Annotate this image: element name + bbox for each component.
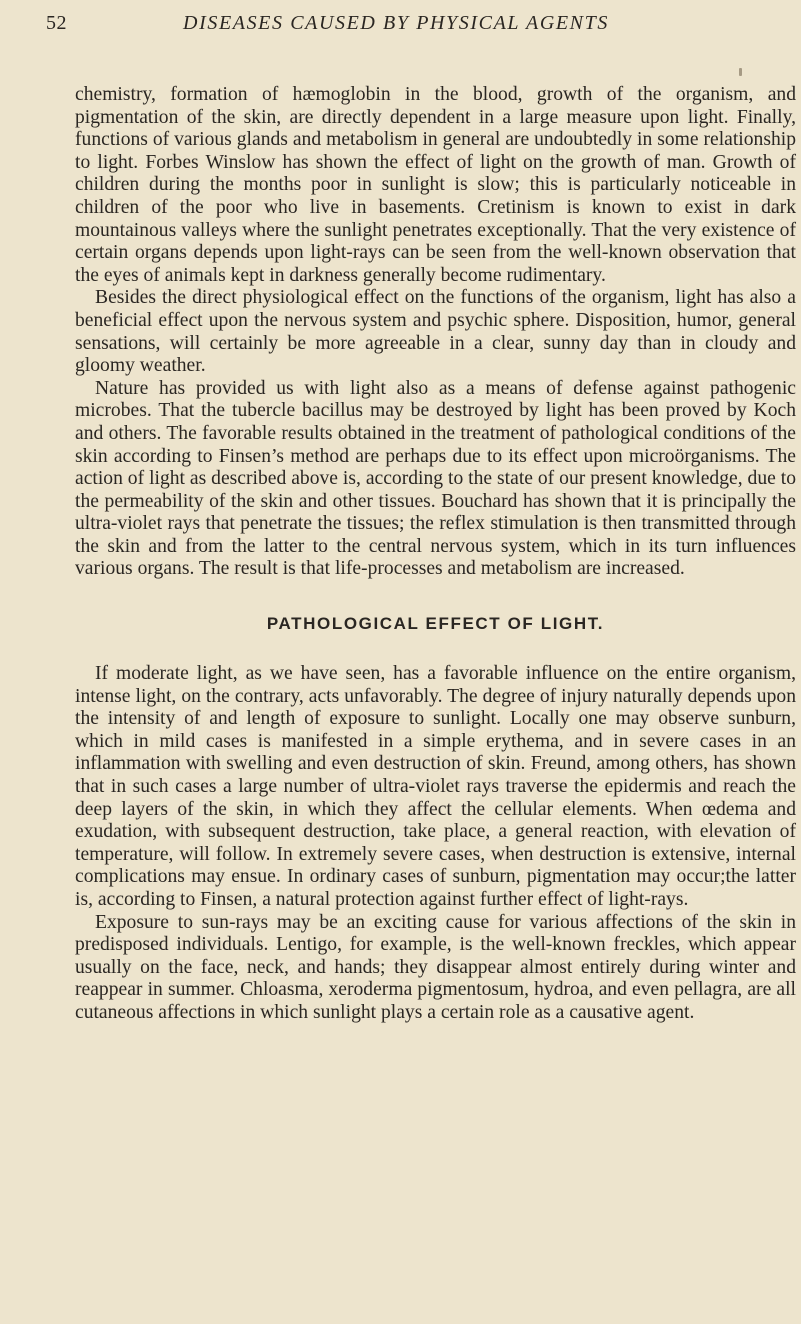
ink-speck [739, 68, 742, 76]
paragraph: If moderate light, as we have seen, has a favorable influence on the entire organism, intense light, on the contrary, acts unfavorably. The degree of injury naturally depends upon the intensity of and length of exposure to sunlight. Locally one may observe sunburn, which in mild cases is manifested in a simple erythema, and in severe cases in an inflammation with swelling and even destruction of skin. Freund, among others, has shown that in such cases a large number of ultra-violet rays traverse the epidermis and reach the deep layers of the skin, in which they affect the cellular elements. When œdema and exudation, with subsequent destruction, take place, a general reaction, with elevation of temperature, will follow. In extremely severe cases, when destruction is extensive, internal complications may ensue. In ordinary cases of sunburn, pigmentation may occur;the latter is, according to Finsen, a natural protection against further effect of light-rays. [75, 663, 796, 910]
section-heading: PATHOLOGICAL EFFECT OF LIGHT. [266, 614, 605, 634]
page-number: 52 [46, 12, 67, 34]
paragraph: Besides the direct physiological effect on the functions of the organism, light has also a beneficial effect upon the nervous system and psychic sphere. Disposition, humor, general sensations, will certainly be more agreeable in a clear, sunny day than in cloudy and gloomy weather. [75, 287, 796, 377]
paragraph-continued: chemistry, formation of hæmoglobin in the blood, growth of the organism, and pigmentation of the skin, are directly dependent in a large measure upon light. Finally, functions of various glands and metabolism in general are undoubtedly in some relationship to light. Forbes Winslow has shown the effect of light on the growth of man. Growth of children during the months poor in sunlight is slow; this is particularly noticeable in children of the poor who live in basements. Cretinism is known to exist in dark mountainous valleys where the sunlight penetrates exceptionally. That the very existence of certain organs depends upon light-rays can be seen from the well-known observation that the eyes of animals kept in darkness generally become rudimentary. [75, 84, 796, 286]
running-title: DISEASES CAUSED BY PHYSICAL AGENTS [183, 12, 609, 34]
running-head [46, 12, 746, 42]
paragraph: Exposure to sun-rays may be an exciting cause for various affections of the skin in predisposed individuals. Lentigo, for example, is the well-known freckles, which appear usually on the face, neck, and hands; they disappear almost entirely during winter and reappear in summer. Chloasma, xeroderma pigmentosum, hydroa, and even pellagra, are all cutaneous affections in which sunlight plays a certain role as a causative agent. [75, 911, 796, 1023]
paragraph: Nature has provided us with light also as a means of defense against pathogenic microbes. That the tubercle bacillus may be destroyed by light has been proved by Koch and others. The favorable results obtained in the treatment of pathological conditions of the skin according to Finsen’s method are perhaps due to its effect upon microörganisms. The action of light as described above is, according to the state of our present knowledge, due to the permeability of the skin and other tissues. Bouchard has shown that it is principally the ultra-violet rays that penetrate the tissues; the reflex stimulation is then transmitted through the skin and from the latter to the central nervous system, which in its turn influences various organs. The result is that life-processes and metabolism are increased. [75, 377, 796, 580]
body-text [75, 84, 796, 1025]
